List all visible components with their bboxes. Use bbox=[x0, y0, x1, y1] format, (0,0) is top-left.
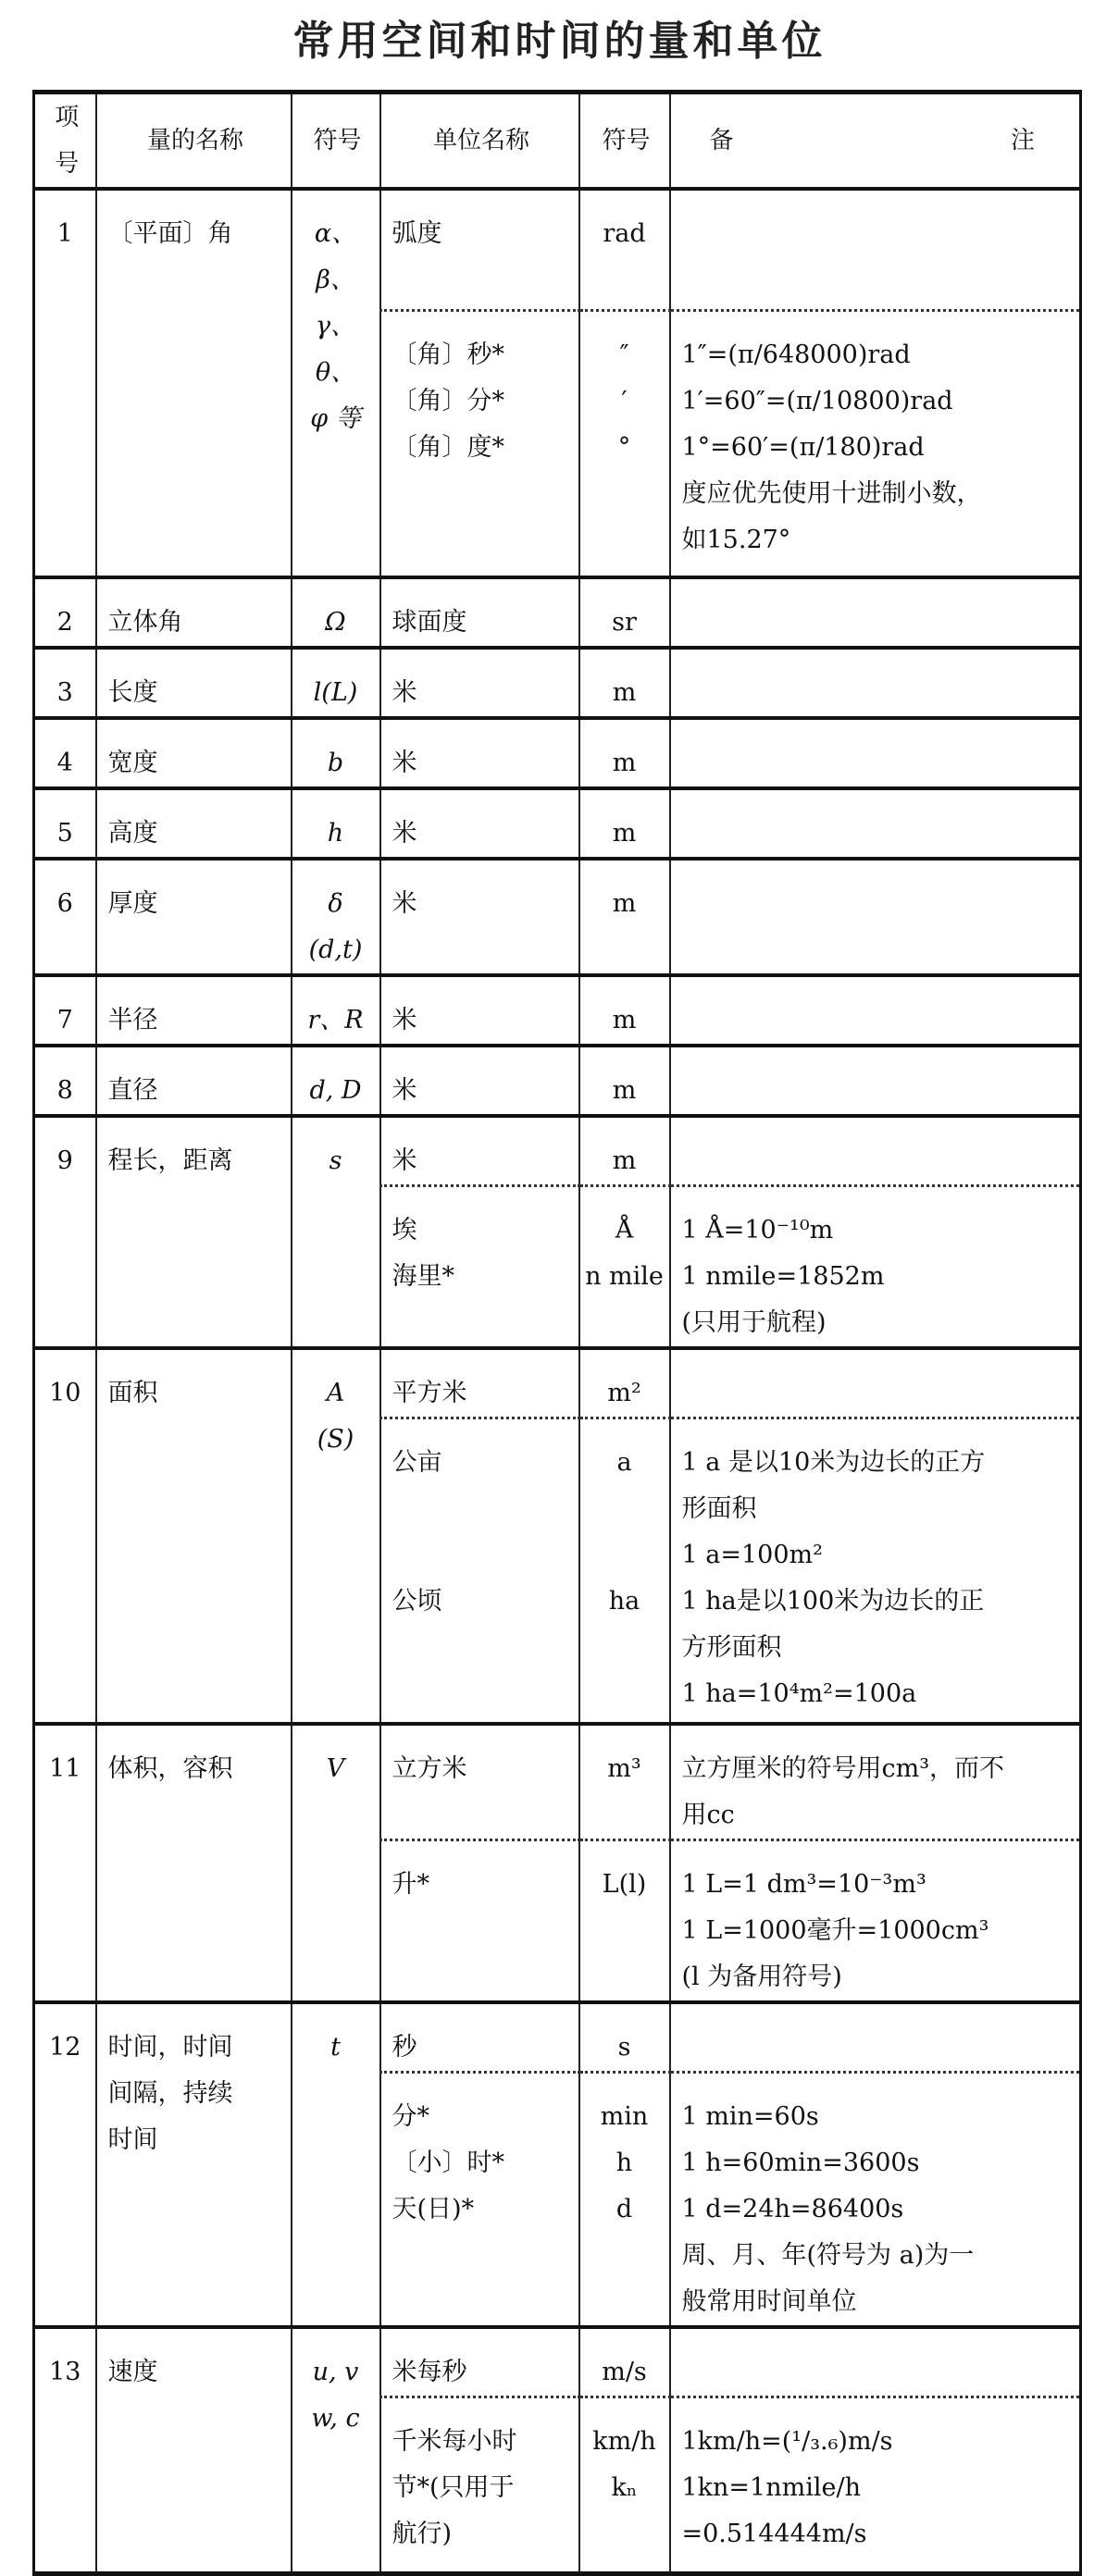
item-number: 2 bbox=[34, 577, 96, 648]
unit-name: 米 bbox=[380, 648, 579, 718]
unit-symbol: s bbox=[579, 2002, 670, 2073]
quantity-symbol: s bbox=[292, 1116, 380, 1348]
unit-symbol: L(l) bbox=[579, 1839, 670, 2002]
unit-name: 立方米 bbox=[380, 1724, 579, 1840]
quantity-symbol: Ω bbox=[292, 577, 380, 648]
header-note-right: 注 bbox=[1010, 127, 1035, 155]
table-row bbox=[34, 1348, 1081, 1418]
unit-name: 升* bbox=[380, 1839, 579, 2002]
quantity-name: 体积，容积 bbox=[96, 1724, 292, 2002]
quantity-name: 程长，距离 bbox=[96, 1116, 292, 1348]
unit-symbol: m bbox=[579, 648, 670, 718]
table-row bbox=[34, 2002, 1081, 2073]
quantity-name: 直径 bbox=[96, 1046, 292, 1116]
quantity-name: 厚度 bbox=[96, 859, 292, 975]
unit-note bbox=[670, 718, 1081, 788]
unit-note: 1km/h=(¹/₃.₆)m/s 1kn=1nmile/h =0.514444m/s bbox=[670, 2396, 1081, 2573]
item-number: 6 bbox=[34, 859, 96, 975]
unit-name: 米 bbox=[380, 1116, 579, 1186]
unit-note: 1″=(π/648000)rad 1′=60″=(π/10800)rad 1°=60′=(π/180)rad 度应优先使用十进制小数， 如15.27° bbox=[670, 310, 1081, 577]
unit-name: 弧度 bbox=[380, 189, 579, 310]
quantity-symbol: b bbox=[292, 718, 380, 788]
table-row bbox=[34, 718, 1081, 788]
quantity-symbol: V bbox=[292, 1724, 380, 2002]
quantity-symbol: l(L) bbox=[292, 648, 380, 718]
unit-name: 米 bbox=[380, 1046, 579, 1116]
item-number: 8 bbox=[34, 1046, 96, 1116]
page-title: 常用空间和时间的量和单位 bbox=[292, 18, 827, 65]
quantity-name: 速度 bbox=[96, 2327, 292, 2574]
item-number: 13 bbox=[34, 2327, 96, 2574]
quantity-name: 〔平面〕角 bbox=[96, 189, 292, 577]
header-note bbox=[670, 93, 1081, 190]
quantity-symbol: d, D bbox=[292, 1046, 380, 1116]
units-table bbox=[32, 90, 1082, 2576]
unit-note bbox=[670, 788, 1081, 859]
unit-name: 平方米 bbox=[380, 1348, 579, 1418]
table-row bbox=[34, 577, 1081, 648]
quantity-symbol: α、β、 γ、θ、 φ 等 bbox=[292, 189, 380, 577]
item-number: 12 bbox=[34, 2002, 96, 2327]
item-number: 9 bbox=[34, 1116, 96, 1348]
unit-note bbox=[670, 189, 1081, 310]
quantity-name: 面积 bbox=[96, 1348, 292, 1724]
unit-symbol: m bbox=[579, 975, 670, 1046]
quantity-name: 半径 bbox=[96, 975, 292, 1046]
unit-name: 米 bbox=[380, 975, 579, 1046]
unit-note bbox=[670, 1348, 1081, 1418]
quantity-name: 长度 bbox=[96, 648, 292, 718]
unit-symbol: m³ bbox=[579, 1724, 670, 1840]
unit-name: 秒 bbox=[380, 2002, 579, 2073]
item-number: 5 bbox=[34, 788, 96, 859]
unit-symbol: min h d bbox=[579, 2072, 670, 2327]
unit-note: 1 min=60s 1 h=60min=3600s 1 d=24h=86400s 周、月、年(符号为 a)为一 般常用时间单位 bbox=[670, 2072, 1081, 2327]
unit-symbol: m bbox=[579, 859, 670, 975]
unit-symbol: m bbox=[579, 718, 670, 788]
quantity-symbol: h bbox=[292, 788, 380, 859]
unit-name: 球面度 bbox=[380, 577, 579, 648]
unit-symbol: sr bbox=[579, 577, 670, 648]
quantity-symbol: t bbox=[292, 2002, 380, 2327]
unit-symbol: m² bbox=[579, 1348, 670, 1418]
item-number: 11 bbox=[34, 1724, 96, 2002]
item-number: 1 bbox=[34, 189, 96, 577]
unit-symbol: ″ ′ ° bbox=[579, 310, 670, 577]
unit-name: 千米每小时 节*(只用于 航行) bbox=[380, 2396, 579, 2573]
item-number: 4 bbox=[34, 718, 96, 788]
unit-name: 米 bbox=[380, 718, 579, 788]
unit-symbol: m bbox=[579, 1046, 670, 1116]
unit-name: 分* 〔小〕时* 天(日)* bbox=[380, 2072, 579, 2327]
unit-note: 1 L=1 dm³=10⁻³m³ 1 L=1000毫升=1000cm³ (l 为备用符号) bbox=[670, 1839, 1081, 2002]
unit-symbol: km/h kₙ bbox=[579, 2396, 670, 2573]
unit-note bbox=[670, 2327, 1081, 2397]
header-note-left: 备 bbox=[709, 127, 734, 155]
unit-symbol: m bbox=[579, 788, 670, 859]
unit-name: 埃 海里* bbox=[380, 1186, 579, 1349]
table-row bbox=[34, 1046, 1081, 1116]
table-row bbox=[34, 648, 1081, 718]
table-row bbox=[34, 1724, 1081, 1840]
header-unit-symbol: 符号 bbox=[579, 93, 670, 190]
unit-name: 米每秒 bbox=[380, 2327, 579, 2397]
unit-note bbox=[670, 1116, 1081, 1186]
unit-symbol: m bbox=[579, 1116, 670, 1186]
table-row bbox=[34, 189, 1081, 310]
unit-note: 1 a 是以10米为边长的正方 形面积 1 a=100m² 1 ha是以100米为边长的正 方形面积 1 ha=10⁴m²=100a bbox=[670, 1418, 1081, 1724]
unit-name: 〔角〕秒* 〔角〕分* 〔角〕度* bbox=[380, 310, 579, 577]
table-row bbox=[34, 975, 1081, 1046]
unit-note bbox=[670, 577, 1081, 648]
table-row bbox=[34, 2327, 1081, 2397]
unit-name: 米 bbox=[380, 788, 579, 859]
quantity-symbol: r、R bbox=[292, 975, 380, 1046]
quantity-name: 宽度 bbox=[96, 718, 292, 788]
unit-symbol: rad bbox=[579, 189, 670, 310]
header-quantity: 量的名称 bbox=[96, 93, 292, 190]
unit-note bbox=[670, 975, 1081, 1046]
header-unit-name: 单位名称 bbox=[380, 93, 579, 190]
quantity-name: 高度 bbox=[96, 788, 292, 859]
quantity-symbol: δ (d,t) bbox=[292, 859, 380, 975]
unit-note bbox=[670, 648, 1081, 718]
unit-note: 1 Å=10⁻¹⁰m 1 nmile=1852m (只用于航程) bbox=[670, 1186, 1081, 1349]
unit-name: 米 bbox=[380, 859, 579, 975]
unit-symbol: Å n mile bbox=[579, 1186, 670, 1349]
unit-name: 公亩 公顷 bbox=[380, 1418, 579, 1724]
quantity-name: 时间，时间 间隔，持续 时间 bbox=[96, 2002, 292, 2327]
unit-symbol: m/s bbox=[579, 2327, 670, 2397]
quantity-name: 立体角 bbox=[96, 577, 292, 648]
table-row bbox=[34, 1116, 1081, 1186]
unit-note bbox=[670, 859, 1081, 975]
unit-symbol: a ha bbox=[579, 1418, 670, 1724]
header-no: 项号 bbox=[34, 93, 96, 190]
quantity-symbol: A (S) bbox=[292, 1348, 380, 1724]
item-number: 10 bbox=[34, 1348, 96, 1724]
table-row bbox=[34, 859, 1081, 975]
unit-note bbox=[670, 2002, 1081, 2073]
header-symbol: 符号 bbox=[292, 93, 380, 190]
quantity-symbol: u, v w, c bbox=[292, 2327, 380, 2574]
unit-note: 立方厘米的符号用cm³，而不 用cc bbox=[670, 1724, 1081, 1840]
item-number: 7 bbox=[34, 975, 96, 1046]
table-header-row bbox=[34, 93, 1081, 190]
table-row bbox=[34, 788, 1081, 859]
unit-note bbox=[670, 1046, 1081, 1116]
item-number: 3 bbox=[34, 648, 96, 718]
